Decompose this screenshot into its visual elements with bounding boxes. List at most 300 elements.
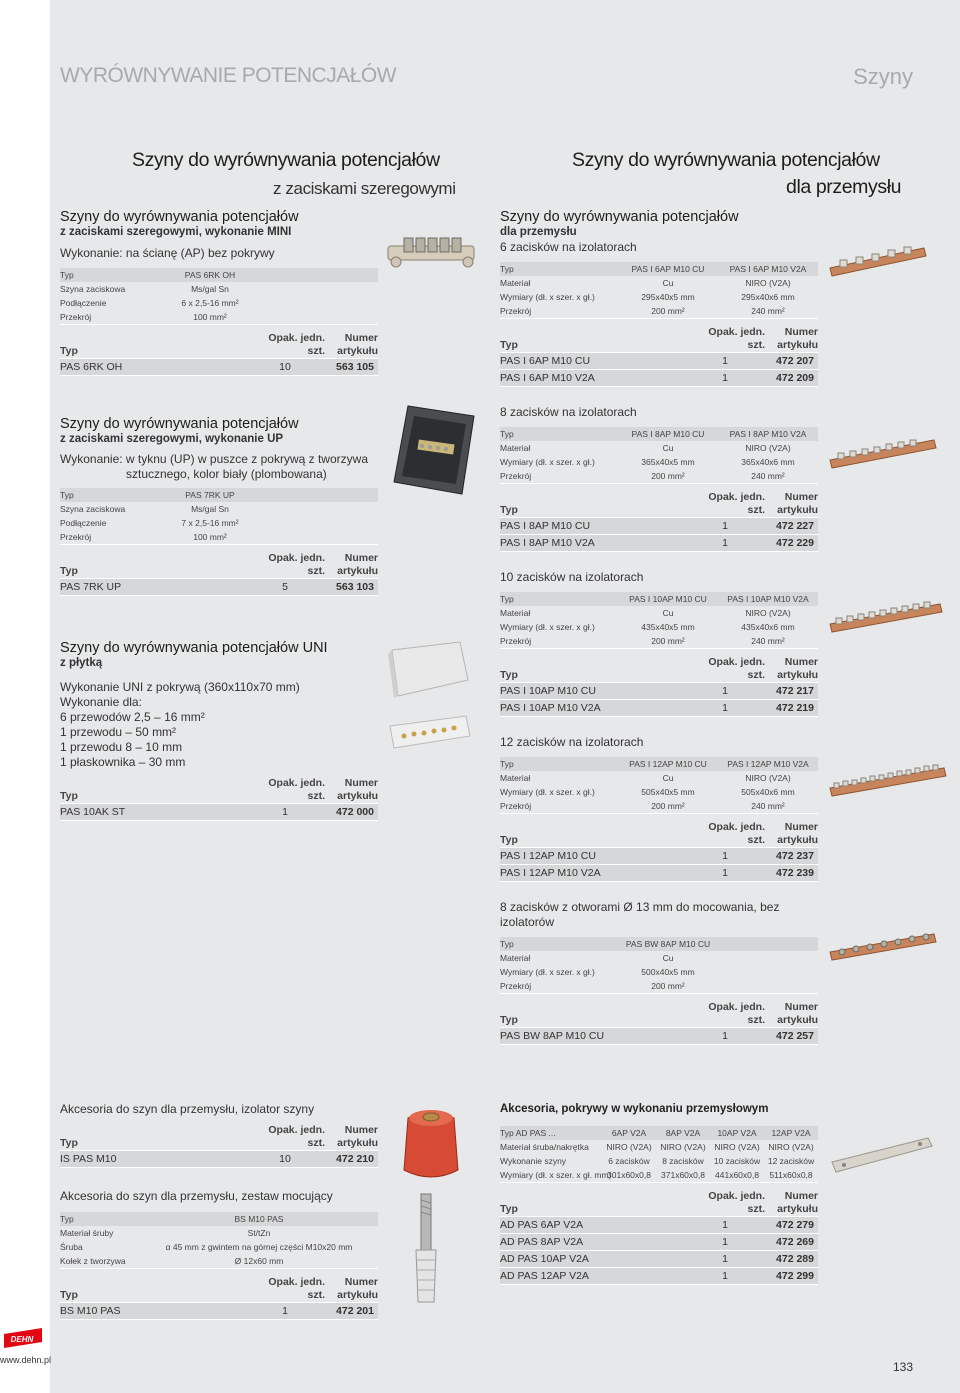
page-number: 133 — [892, 1360, 913, 1374]
row-qty: 1 — [722, 537, 728, 549]
col-opak: Opak. jedn. — [268, 777, 325, 789]
block-subheading: z płytką — [60, 657, 103, 669]
block-text: 6 zacisków na izolatorach — [500, 240, 637, 254]
block-heading: Szyny do wyrównywania potencjałów — [60, 209, 299, 225]
row-qty: 1 — [722, 702, 728, 714]
row-type: PAS I 12AP M10 V2A — [500, 867, 601, 879]
order-table — [500, 655, 818, 717]
col-typ: Typ — [500, 669, 518, 681]
accessory-mounting-set — [60, 1189, 378, 1320]
right-main-title: Szyny do wyrównywania potencjałów — [572, 149, 880, 171]
spec-label: Wymiary (dł. x szer. x gł.) — [500, 967, 595, 977]
spec-table — [500, 757, 818, 814]
copper-rail-10-image — [828, 596, 944, 636]
spec-label: Przekrój — [500, 471, 532, 481]
row-qty: 1 — [722, 867, 728, 879]
industrial-rail-8 — [500, 405, 818, 552]
spec-label: Przekrój — [500, 636, 532, 646]
row-type: PAS I 6AP M10 CU — [500, 355, 591, 367]
col-numer: Numer — [344, 1124, 378, 1136]
spec-value: 200 mm² — [651, 801, 685, 811]
row-type: AD PAS 10AP V2A — [500, 1253, 589, 1265]
spec-label: Typ AD PAS ... — [500, 1126, 602, 1140]
col-opak-unit: szt. — [307, 565, 325, 577]
col-opak: Opak. jedn. — [708, 1001, 765, 1013]
table-row — [500, 1028, 818, 1045]
col-opak: Opak. jedn. — [708, 821, 765, 833]
col-typ: Typ — [500, 1203, 518, 1215]
spec-value: 435x40x5 mm — [641, 622, 695, 632]
row-qty: 1 — [722, 1236, 728, 1248]
spec-table — [500, 1126, 818, 1183]
spec-label: Materiał — [500, 953, 531, 963]
col-typ: Typ — [500, 504, 518, 516]
spec-value: 301x60x0,8 — [607, 1170, 651, 1180]
accessory-insulator — [60, 1102, 378, 1168]
col-opak-unit: szt. — [307, 1137, 325, 1149]
col-typ: Typ — [500, 339, 518, 351]
row-article: 472 237 — [776, 850, 814, 862]
spec-value: PAS BW 8AP M10 CU — [618, 937, 718, 951]
row-article: 472 000 — [336, 806, 374, 818]
spec-label: Kołek z tworzywa — [60, 1256, 126, 1266]
table-row — [60, 1303, 378, 1320]
spec-value: 435x40x6 mm — [741, 622, 795, 632]
col-numer: Numer — [344, 332, 378, 344]
col-numer: Numer — [344, 552, 378, 564]
table-row — [60, 1151, 378, 1168]
spec-table — [500, 937, 818, 994]
row-article: 472 289 — [776, 1253, 814, 1265]
screw-dowel-image — [408, 1190, 448, 1310]
row-qty: 1 — [722, 685, 728, 697]
spec-value: Ms/gal Sn — [191, 284, 229, 294]
col-numer-2: artykułu — [777, 1203, 818, 1215]
col-opak-unit: szt. — [747, 1014, 765, 1026]
spec-value: NIRO (V2A) — [745, 278, 791, 288]
spec-value: 100 mm² — [193, 532, 227, 542]
terminal-rail-mini-image — [386, 232, 478, 272]
table-row — [60, 804, 378, 821]
row-qty: 1 — [722, 520, 728, 532]
dehn-logo-icon — [0, 1320, 46, 1352]
row-article: 472 269 — [776, 1236, 814, 1248]
spec-value: 7 x 2,5-16 mm² — [181, 518, 239, 528]
block-text: 12 zacisków na izolatorach — [500, 735, 644, 749]
row-qty: 1 — [722, 372, 728, 384]
copper-rail-12-image — [828, 760, 948, 800]
row-type: PAS I 10AP M10 V2A — [500, 702, 601, 714]
spec-value: 240 mm² — [751, 306, 785, 316]
table-row — [500, 370, 818, 387]
spec-label: Wymiary (dł. x szer. x gł.) — [500, 457, 595, 467]
row-type: PAS 6RK OH — [60, 361, 123, 373]
row-type: BS M10 PAS — [60, 1305, 121, 1317]
spec-value: PAS 6RK OH — [180, 268, 240, 282]
order-table — [500, 325, 818, 387]
spec-value: α 45 mm z gwintem na górnej części M10x20 mm — [165, 1242, 353, 1252]
col-numer-2: artykułu — [777, 834, 818, 846]
row-article: 472 210 — [336, 1153, 374, 1165]
spec-label: Szyna zaciskowa — [60, 504, 126, 514]
order-table — [60, 1275, 378, 1320]
table-row — [60, 579, 378, 596]
order-table — [60, 1123, 378, 1168]
row-article: 472 217 — [776, 685, 814, 697]
order-table — [60, 331, 378, 376]
spec-value: 365x40x6 mm — [741, 457, 795, 467]
block-subheading: z zaciskami szeregowymi, wykonanie MINI — [60, 226, 292, 238]
col-opak-unit: szt. — [307, 790, 325, 802]
table-row — [500, 1234, 818, 1251]
order-table — [500, 1189, 818, 1285]
spec-value: 295x40x6 mm — [741, 292, 795, 302]
spec-table — [60, 268, 378, 325]
col-typ: Typ — [500, 834, 518, 846]
spec-value: PAS I 6AP M10 V2A — [718, 262, 818, 276]
spec-table — [500, 592, 818, 649]
col-opak: Opak. jedn. — [708, 326, 765, 338]
spec-label: Wymiary (dł. x szer. x gł.) — [500, 787, 595, 797]
spec-label: Podłączenie — [60, 298, 107, 308]
row-article: 563 105 — [336, 361, 374, 373]
block-heading: Akcesoria, pokrywy w wykonaniu przemysłowym — [500, 1103, 769, 1115]
spec-label: Materiał śruba/nakrętka — [500, 1142, 589, 1152]
uni-text-line: 1 przewodu 8 – 10 mm — [60, 740, 183, 754]
spec-label: Przekrój — [60, 312, 92, 322]
spec-label: Podłączenie — [60, 518, 107, 528]
spec-value: BS M10 PAS — [140, 1212, 378, 1226]
industrial-rail-10 — [500, 570, 818, 717]
spec-label: Materiał — [500, 773, 531, 783]
row-type: AD PAS 12AP V2A — [500, 1270, 589, 1282]
block-text: Wykonanie: na ścianę (AP) bez pokrywy — [60, 246, 275, 260]
col-opak-unit: szt. — [307, 1289, 325, 1301]
block-heading: Szyny do wyrównywania potencjałów UNI — [60, 640, 328, 656]
col-typ: Typ — [60, 1289, 78, 1301]
row-article: 472 227 — [776, 520, 814, 532]
row-qty: 1 — [722, 1219, 728, 1231]
spec-label: Śruba — [60, 1242, 83, 1252]
col-numer: Numer — [784, 656, 818, 668]
col-numer-2: artykułu — [777, 1014, 818, 1026]
col-opak: Opak. jedn. — [268, 552, 325, 564]
spec-label: Przekrój — [60, 532, 92, 542]
spec-value: PAS I 10AP M10 V2A — [718, 592, 818, 606]
col-numer-2: artykułu — [337, 565, 378, 577]
spec-table — [500, 262, 818, 319]
spec-value: NIRO (V2A) — [745, 443, 791, 453]
row-article: 472 209 — [776, 372, 814, 384]
spec-value: 200 mm² — [651, 981, 685, 991]
row-qty: 1 — [722, 1030, 728, 1042]
col-opak-unit: szt. — [747, 669, 765, 681]
spec-value: 200 mm² — [651, 471, 685, 481]
spec-value: 200 mm² — [651, 306, 685, 316]
product-block-mini — [60, 209, 378, 376]
spec-label: Przekrój — [500, 981, 532, 991]
insulator-image — [398, 1100, 464, 1184]
table-row — [500, 518, 818, 535]
row-qty: 10 — [279, 1153, 291, 1165]
spec-value: Ms/gal Sn — [191, 504, 229, 514]
uni-rail-image — [388, 712, 472, 752]
spec-value: PAS I 8AP M10 V2A — [718, 427, 818, 441]
spec-value: 441x60x0,8 — [715, 1170, 759, 1180]
spec-value: PAS I 8AP M10 CU — [618, 427, 718, 441]
spec-label: Szyna zaciskowa — [60, 284, 126, 294]
spec-label: Typ — [500, 427, 618, 441]
order-table — [500, 820, 818, 882]
row-type: PAS 7RK UP — [60, 581, 122, 593]
uni-text-line: Wykonanie UNI z pokrywą (360x110x70 mm) — [60, 680, 300, 694]
spec-value: 8 zacisków — [662, 1156, 704, 1166]
spec-table — [60, 488, 378, 545]
col-opak: Opak. jedn. — [708, 491, 765, 503]
row-article: 472 257 — [776, 1030, 814, 1042]
spec-value: Ø 12x60 mm — [234, 1256, 284, 1266]
spec-label: Wykonanie szyny — [500, 1156, 567, 1166]
spec-value: PAS I 6AP M10 CU — [618, 262, 718, 276]
spec-label: Materiał śruby — [60, 1228, 114, 1238]
table-row — [500, 700, 818, 717]
col-numer-2: artykułu — [777, 504, 818, 516]
col-opak: Opak. jedn. — [268, 332, 325, 344]
spec-value: Cu — [662, 443, 674, 453]
category-header: Szyny — [853, 64, 913, 89]
row-type: PAS 10AK ST — [60, 806, 126, 818]
uni-text-line: 6 przewodów 2,5 – 16 mm² — [60, 710, 205, 724]
col-opak: Opak. jedn. — [268, 1276, 325, 1288]
spec-value: 6 x 2,5-16 mm² — [181, 298, 239, 308]
row-type: PAS I 12AP M10 CU — [500, 850, 596, 862]
left-main-subtitle: z zaciskami szeregowymi — [273, 179, 456, 198]
industrial-rail-12 — [500, 735, 818, 882]
col-numer: Numer — [784, 491, 818, 503]
spec-value: 240 mm² — [751, 636, 785, 646]
block-text: 10 zacisków na izolatorach — [500, 570, 644, 584]
table-row — [500, 683, 818, 700]
row-qty: 1 — [282, 1305, 288, 1317]
block-text: 8 zacisków na izolatorach — [500, 405, 637, 419]
spec-value: 505x40x6 mm — [741, 787, 795, 797]
row-qty: 5 — [282, 581, 288, 593]
uni-text-line: 1 płaskownika – 30 mm — [60, 755, 186, 769]
row-type: PAS I 8AP M10 V2A — [500, 537, 595, 549]
row-type: IS PAS M10 — [60, 1153, 117, 1165]
spec-label: Typ — [500, 592, 618, 606]
col-numer-2: artykułu — [337, 790, 378, 802]
row-article: 472 239 — [776, 867, 814, 879]
spec-label: Typ — [60, 268, 180, 282]
spec-value: 371x60x0,8 — [661, 1170, 705, 1180]
row-type: AD PAS 8AP V2A — [500, 1236, 584, 1248]
spec-value: 240 mm² — [751, 801, 785, 811]
table-row — [60, 359, 378, 376]
row-article: 472 279 — [776, 1219, 814, 1231]
right-main-subtitle: dla przemysłu — [786, 176, 902, 198]
col-opak-unit: szt. — [747, 1203, 765, 1215]
spec-label: Wymiary (dł. x szer. x gł.) — [500, 622, 595, 632]
col-typ: Typ — [60, 1137, 78, 1149]
section-header: WYRÓWNYWANIE POTENCJAŁÓW — [60, 64, 397, 87]
spec-label: Materiał — [500, 443, 531, 453]
spec-value: 365x40x5 mm — [641, 457, 695, 467]
copper-rail-6-image — [828, 240, 928, 280]
cover-plate-image — [830, 1132, 934, 1176]
row-type: PAS I 8AP M10 CU — [500, 520, 591, 532]
col-numer-2: artykułu — [337, 1137, 378, 1149]
spec-value: 8AP V2A — [656, 1126, 710, 1140]
block-text-2: sztucznego, kolor biały (plombowana) — [126, 467, 327, 481]
col-numer: Numer — [784, 1001, 818, 1013]
table-row — [500, 1217, 818, 1234]
table-row — [500, 848, 818, 865]
spec-value: 505x40x5 mm — [641, 787, 695, 797]
row-article: 472 229 — [776, 537, 814, 549]
col-numer-2: artykułu — [337, 345, 378, 357]
row-type: PAS I 6AP M10 V2A — [500, 372, 595, 384]
col-numer: Numer — [784, 821, 818, 833]
col-numer: Numer — [784, 1190, 818, 1202]
row-article: 472 219 — [776, 702, 814, 714]
spec-value: 12 zacisków — [767, 1156, 815, 1166]
spec-value: 12AP V2A — [764, 1126, 818, 1140]
left-main-title: Szyny do wyrównywania potencjałów — [132, 149, 440, 171]
col-opak: Opak. jedn. — [708, 1190, 765, 1202]
spec-value: 10 zacisków — [713, 1156, 761, 1166]
block-text: Wykonanie: w tyknu (UP) w puszce z pokrywą z tworzywa — [60, 452, 368, 466]
spec-value: 6 zacisków — [608, 1156, 650, 1166]
spec-value: NIRO (V2A) — [768, 1142, 814, 1152]
spec-label: Wymiary (dł. x szer. x gł. mm) — [500, 1170, 612, 1180]
row-type: PAS I 10AP M10 CU — [500, 685, 596, 697]
spec-value: 511x60x0,8 — [769, 1170, 813, 1180]
spec-value: 295x40x5 mm — [641, 292, 695, 302]
uni-text-line: Wykonanie dla: — [60, 695, 142, 709]
footer-url[interactable]: www.dehn.pl — [0, 1355, 52, 1365]
row-article: 563 103 — [336, 581, 374, 593]
col-opak: Opak. jedn. — [708, 656, 765, 668]
uni-cover-image — [388, 640, 472, 700]
spec-value: NIRO (V2A) — [660, 1142, 706, 1152]
spec-table — [500, 427, 818, 484]
col-opak-unit: szt. — [307, 345, 325, 357]
order-table — [500, 490, 818, 552]
logo-text: DEHN — [10, 1335, 34, 1344]
col-numer-2: artykułu — [337, 1289, 378, 1301]
spec-label: Typ — [60, 488, 180, 502]
spec-value: 240 mm² — [751, 471, 785, 481]
row-article: 472 299 — [776, 1270, 814, 1282]
spec-value: St/tZn — [247, 1228, 271, 1238]
order-table — [60, 776, 378, 821]
row-type: AD PAS 6AP V2A — [500, 1219, 584, 1231]
block-subheading: dla przemysłu — [500, 226, 577, 238]
spec-value: NIRO (V2A) — [745, 773, 791, 783]
spec-label: Typ — [500, 262, 618, 276]
row-qty: 1 — [282, 806, 288, 818]
col-typ: Typ — [500, 1014, 518, 1026]
spec-value: Cu — [662, 278, 674, 288]
col-numer: Numer — [784, 326, 818, 338]
spec-value: 10AP V2A — [710, 1126, 764, 1140]
col-numer-2: artykułu — [777, 669, 818, 681]
copper-rail-bw-image — [828, 928, 938, 962]
block-subheading: z zaciskami szeregowymi, wykonanie UP — [60, 433, 284, 445]
col-numer-2: artykułu — [777, 339, 818, 351]
product-block-up — [60, 416, 378, 596]
copper-rail-8-image — [828, 432, 938, 472]
col-typ: Typ — [60, 565, 78, 577]
row-qty: 1 — [722, 355, 728, 367]
row-qty: 1 — [722, 850, 728, 862]
spec-value: Cu — [662, 953, 674, 963]
block-heading: Szyny do wyrównywania potencjałów — [60, 416, 299, 432]
table-row — [500, 865, 818, 882]
row-qty: 1 — [722, 1253, 728, 1265]
table-row — [500, 535, 818, 552]
col-opak-unit: szt. — [747, 504, 765, 516]
spec-label: Przekrój — [500, 801, 532, 811]
spec-value: 6AP V2A — [602, 1126, 656, 1140]
spec-value: NIRO (V2A) — [606, 1142, 652, 1152]
row-qty: 1 — [722, 1270, 728, 1282]
industrial-rail-6 — [500, 209, 818, 387]
spec-value: PAS I 12AP M10 V2A — [718, 757, 818, 771]
col-opak-unit: szt. — [747, 834, 765, 846]
spec-label: Typ — [60, 1212, 140, 1226]
spec-value: 200 mm² — [651, 636, 685, 646]
col-typ: Typ — [60, 345, 78, 357]
row-type: PAS BW 8AP M10 CU — [500, 1030, 605, 1042]
row-article: 472 201 — [336, 1305, 374, 1317]
flush-box-image — [388, 402, 478, 498]
col-typ: Typ — [60, 790, 78, 802]
spec-value: PAS I 10AP M10 CU — [618, 592, 718, 606]
spec-table — [60, 1212, 378, 1269]
col-numer: Numer — [344, 777, 378, 789]
uni-text-line: 1 przewodu – 50 mm² — [60, 725, 177, 739]
col-opak-unit: szt. — [747, 339, 765, 351]
row-article: 472 207 — [776, 355, 814, 367]
industrial-rail-bw — [500, 900, 818, 1045]
block-text: 8 zacisków z otworami Ø 13 mm do mocowania, bez izolatorów — [500, 900, 780, 929]
table-row — [500, 353, 818, 370]
table-row — [500, 1251, 818, 1268]
spec-label: Materiał — [500, 608, 531, 618]
spec-label: Typ — [500, 937, 618, 951]
accessory-covers — [500, 1102, 818, 1285]
spec-value: PAS I 12AP M10 CU — [618, 757, 718, 771]
spec-value: NIRO (V2A) — [714, 1142, 760, 1152]
col-opak: Opak. jedn. — [268, 1124, 325, 1136]
block-heading: Szyny do wyrównywania potencjałów — [500, 209, 739, 225]
product-block-uni — [60, 640, 378, 821]
order-table — [500, 1000, 818, 1045]
spec-label: Materiał — [500, 278, 531, 288]
spec-value: Cu — [662, 608, 674, 618]
spec-value: 100 mm² — [193, 312, 227, 322]
block-heading: Akcesoria do szyn dla przemysłu, zestaw mocujący — [60, 1189, 333, 1203]
order-table — [60, 551, 378, 596]
spec-value: PAS 7RK UP — [180, 488, 240, 502]
spec-value: 500x40x5 mm — [641, 967, 695, 977]
row-qty: 10 — [279, 361, 291, 373]
spec-label: Wymiary (dł. x szer. x gł.) — [500, 292, 595, 302]
spec-value: Cu — [662, 773, 674, 783]
spec-label: Przekrój — [500, 306, 532, 316]
